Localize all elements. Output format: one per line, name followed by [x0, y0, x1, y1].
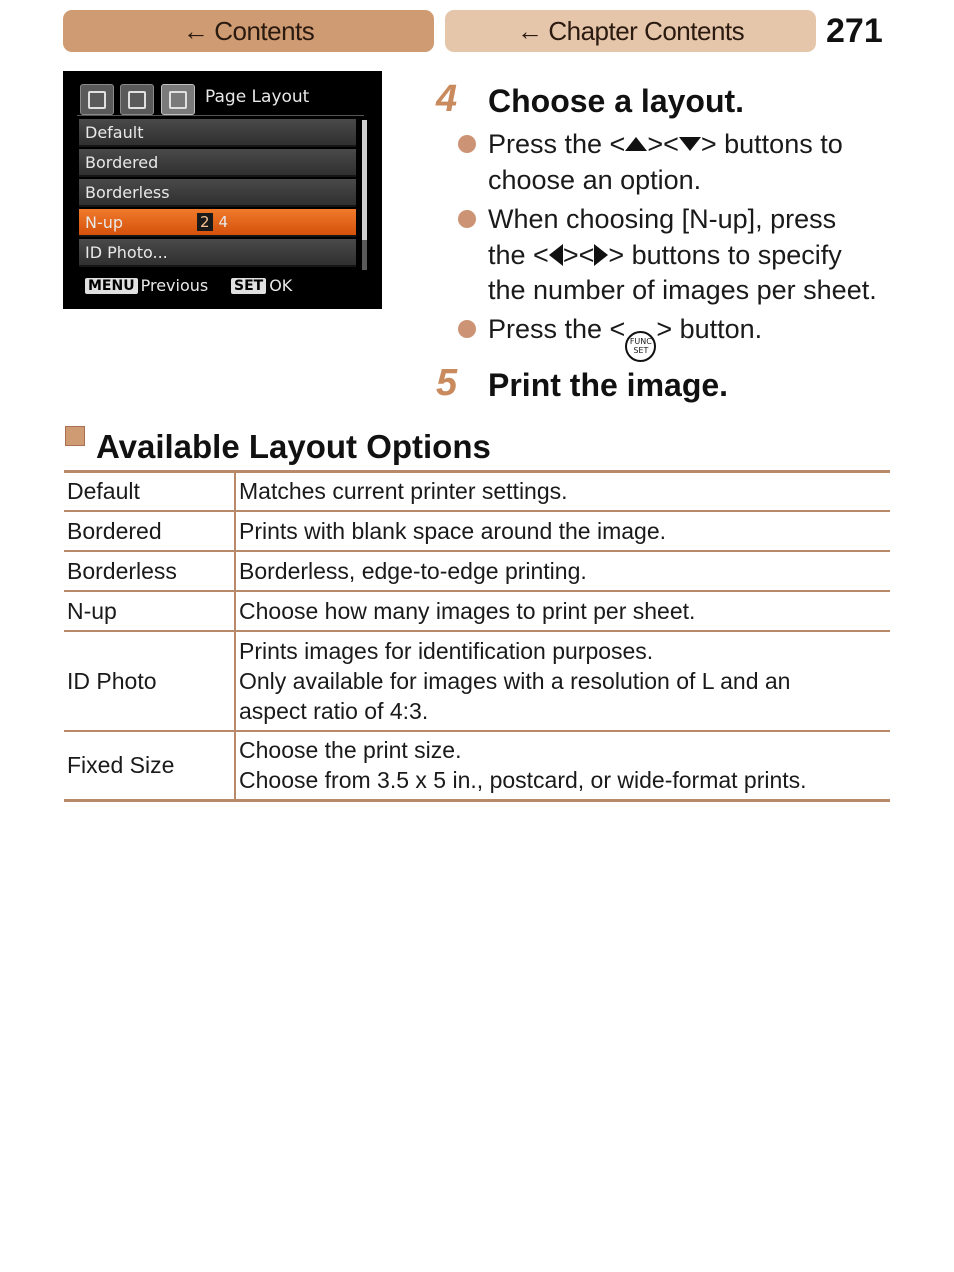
contents-link-label: Contents	[214, 15, 315, 46]
camera-menu-item-selected	[79, 209, 356, 237]
description-line: Prints with blank space around the image.	[239, 517, 667, 544]
camera-menu-item	[79, 119, 356, 147]
bullet-text: > button.	[656, 314, 763, 344]
option-name: Bordered	[64, 511, 235, 551]
bullet-text: When choosing [N-up], press	[488, 204, 837, 234]
step-title: Choose a layout.	[488, 83, 745, 119]
chapter-contents-link-label: Chapter Contents	[548, 15, 745, 46]
bullet-text: > buttons to specify	[608, 239, 842, 270]
option-description	[235, 591, 890, 631]
camera-menu-item-label: N-up	[85, 212, 124, 232]
description-line: Choose how many images to print per sheet.	[239, 597, 696, 624]
page-number: 271	[826, 12, 883, 50]
bullet-text: the <	[488, 239, 549, 270]
chapter-contents-link[interactable]	[445, 10, 816, 52]
table-row	[64, 591, 890, 631]
option-name: N-up	[64, 591, 235, 631]
section-marker-icon	[65, 426, 85, 446]
divider	[77, 115, 364, 116]
camera-menu-title: Page Layout	[205, 87, 310, 107]
description-line: Matches current printer settings.	[239, 478, 568, 505]
bullet-text: ><	[562, 239, 595, 270]
option-name: Default	[64, 472, 235, 511]
camera-screen-image	[63, 71, 382, 309]
camera-menu-item-label: Borderless	[85, 182, 170, 202]
description-line: Prints images for identification purposes.	[239, 637, 654, 664]
option-description	[235, 731, 890, 801]
back-arrow-icon: ←	[516, 15, 543, 46]
down-button-icon	[679, 137, 701, 151]
option-name: Borderless	[64, 551, 235, 591]
table-row	[64, 551, 890, 591]
camera-footer-previous-label: Previous	[140, 276, 209, 295]
camera-footer-previous	[85, 276, 208, 295]
layout-options-table	[64, 470, 890, 802]
table-row	[64, 631, 890, 731]
print-tab-icon	[80, 84, 114, 115]
step-bullet	[488, 202, 892, 309]
description-line: Only available for images with a resolution of L and an	[239, 667, 791, 694]
table-row	[64, 511, 890, 551]
menu-key-icon: MENU	[85, 278, 138, 294]
up-button-icon	[625, 137, 647, 151]
camera-scrollbar	[362, 120, 367, 270]
nup-value-next: 4	[218, 213, 229, 231]
camera-menu-item-label: Bordered	[85, 152, 159, 172]
step-number: 4	[436, 78, 458, 120]
set-key-icon: SET	[231, 278, 266, 294]
option-description	[235, 511, 890, 551]
nup-value-selector	[197, 213, 228, 231]
nup-value-current: 2	[197, 213, 213, 231]
option-description	[235, 551, 890, 591]
camera-menu-item	[79, 239, 356, 267]
step-bullet	[488, 127, 892, 198]
bullet-text: > buttons to choose an option.	[488, 129, 843, 195]
bullet-text: Press the <	[488, 129, 626, 159]
option-description	[235, 631, 890, 731]
bullet-text: ><	[647, 129, 679, 159]
camera-menu-item	[79, 179, 356, 207]
func-set-icon-top: FUNC	[629, 337, 652, 346]
page-layout-tab-icon	[161, 84, 195, 115]
func-set-icon-bottom: SET	[633, 346, 649, 355]
func-set-button-icon	[625, 331, 656, 362]
section-title: Available Layout Options	[96, 428, 491, 465]
camera-footer-ok	[231, 276, 292, 295]
left-button-icon	[549, 244, 563, 266]
bullet-text: Press the <	[488, 314, 626, 344]
option-name: ID Photo	[64, 631, 235, 731]
camera-footer-ok-label: OK	[269, 276, 293, 295]
camera-menu-item-label: ID Photo...	[85, 242, 168, 262]
description-line: Choose the print size.	[239, 737, 462, 764]
right-button-icon	[594, 244, 608, 266]
camera-menu-item	[79, 149, 356, 177]
bullet-icon	[458, 320, 476, 338]
bullet-text: the number of images per sheet.	[488, 275, 877, 305]
step-title: Print the image.	[488, 367, 729, 403]
bullet-icon	[458, 135, 476, 153]
back-arrow-icon: ←	[182, 15, 209, 46]
camera-scrollbar-thumb	[362, 120, 367, 240]
description-line: aspect ratio of 4:3.	[239, 697, 429, 724]
description-line: Borderless, edge-to-edge printing.	[239, 557, 587, 584]
option-description	[235, 472, 890, 511]
contents-link[interactable]	[63, 10, 434, 52]
step-bullet	[488, 312, 892, 362]
table-row	[64, 472, 890, 511]
option-name: Fixed Size	[64, 731, 235, 801]
camera-menu-item-label: Default	[85, 122, 144, 142]
table-row	[64, 731, 890, 801]
step-number: 5	[436, 362, 458, 404]
description-line: Choose from 3.5 x 5 in., postcard, or wide-format prints.	[239, 767, 807, 794]
bullet-icon	[458, 210, 476, 228]
print-settings-tab-icon	[120, 84, 154, 115]
